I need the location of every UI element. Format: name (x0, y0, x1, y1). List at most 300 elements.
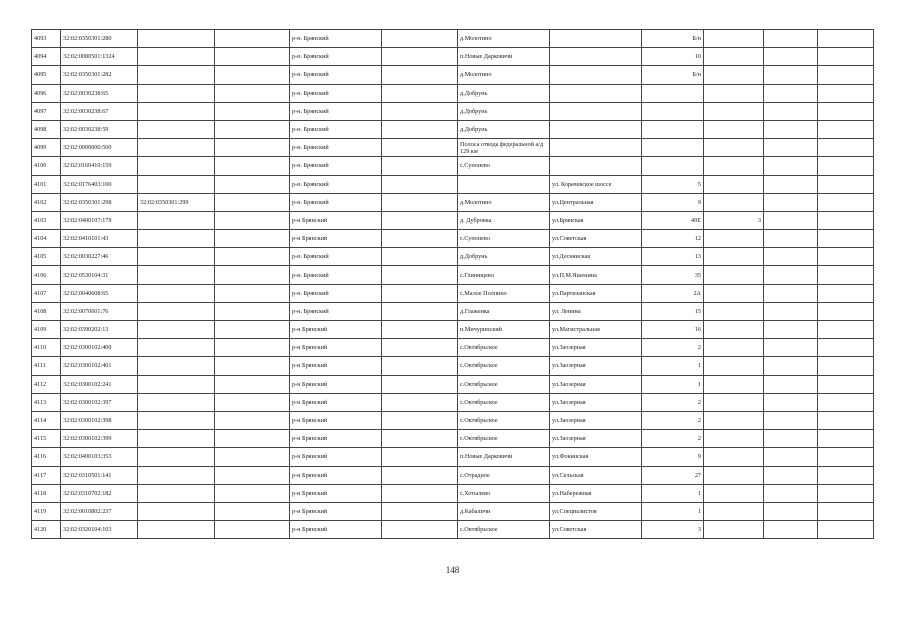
district-cell: р-н. Брянский (290, 266, 382, 284)
related-cadastral-number-cell (138, 393, 215, 411)
empty-cell (818, 484, 874, 502)
district-cell: р-н. Брянский (290, 302, 382, 320)
related-cadastral-number-cell (138, 484, 215, 502)
district-cell: р-н. Брянский (290, 102, 382, 120)
street-cell (550, 120, 642, 138)
settlement-cell: с.Октябрьское (458, 430, 550, 448)
building-cell (704, 66, 764, 84)
table-row (32, 175, 874, 193)
row-number-cell: 4100 (32, 157, 61, 175)
building-cell (704, 139, 764, 157)
district-cell: р-н Брянский (290, 393, 382, 411)
row-number-cell: 4098 (32, 120, 61, 138)
settlement-cell: д.Глаженка (458, 302, 550, 320)
empty-cell (818, 321, 874, 339)
empty-cell (818, 430, 874, 448)
district-cell: р-н Брянский (290, 230, 382, 248)
building-cell (704, 375, 764, 393)
settlement-cell: с.Хотылево (458, 484, 550, 502)
district-cell: р-н. Брянский (290, 84, 382, 102)
house-number-cell: 1 (642, 484, 704, 502)
settlement-cell: д.Молотино (458, 66, 550, 84)
table-row (32, 484, 874, 502)
cadastral-number-cell: 32:02:0530104:31 (61, 266, 138, 284)
house-number-cell: 16 (642, 321, 704, 339)
building-cell (704, 157, 764, 175)
empty-cell (215, 266, 290, 284)
cadastral-number-cell: 32:02:0320104:103 (61, 521, 138, 539)
empty-cell (215, 357, 290, 375)
district-cell: р-н. Брянский (290, 193, 382, 211)
empty-cell (764, 30, 818, 48)
related-cadastral-number-cell (138, 411, 215, 429)
building-cell (704, 84, 764, 102)
settlement-cell: д. Дубровка (458, 211, 550, 229)
street-cell: ул.П.М.Яшенина (550, 266, 642, 284)
empty-cell (818, 266, 874, 284)
building-cell (704, 102, 764, 120)
building-cell (704, 120, 764, 138)
settlement-cell: с.Супонево (458, 157, 550, 175)
building-cell (704, 175, 764, 193)
empty-cell (215, 66, 290, 84)
table-row (32, 66, 874, 84)
settlement-cell: д.Молотино (458, 193, 550, 211)
related-cadastral-number-cell (138, 448, 215, 466)
cadastral-number-cell: 32:02:0310501:141 (61, 466, 138, 484)
table-row (32, 193, 874, 211)
row-number-cell: 4101 (32, 175, 61, 193)
street-cell: ул.Заозерная (550, 411, 642, 429)
street-cell: ул.Заозерная (550, 357, 642, 375)
house-number-cell: 9 (642, 193, 704, 211)
row-number-cell: 4106 (32, 266, 61, 284)
empty-cell (818, 393, 874, 411)
empty-cell (764, 411, 818, 429)
empty-cell (818, 139, 874, 157)
building-cell (704, 411, 764, 429)
house-number-cell: 2 (642, 339, 704, 357)
cadastral-number-cell: 32:02:0030238:59 (61, 120, 138, 138)
house-number-cell: 15 (642, 302, 704, 320)
cadastral-number-cell: 32:02:0300102:400 (61, 339, 138, 357)
table-row (32, 302, 874, 320)
empty-cell (818, 193, 874, 211)
table-row (32, 357, 874, 375)
empty-cell (764, 66, 818, 84)
row-number-cell: 4096 (32, 84, 61, 102)
district-cell: р-н Брянский (290, 211, 382, 229)
empty-cell (382, 48, 458, 66)
row-number-cell: 4093 (32, 30, 61, 48)
empty-cell (382, 448, 458, 466)
settlement-cell: с.Октябрьское (458, 357, 550, 375)
empty-cell (382, 66, 458, 84)
row-number-cell: 4117 (32, 466, 61, 484)
empty-cell (382, 248, 458, 266)
empty-cell (818, 521, 874, 539)
empty-cell (818, 230, 874, 248)
empty-cell (215, 175, 290, 193)
empty-cell (382, 302, 458, 320)
related-cadastral-number-cell (138, 375, 215, 393)
settlement-cell: с.Октябрьское (458, 393, 550, 411)
related-cadastral-number-cell (138, 84, 215, 102)
row-number-cell: 4094 (32, 48, 61, 66)
cadastral-number-cell: 32:02:0080501:1324 (61, 48, 138, 66)
related-cadastral-number-cell (138, 339, 215, 357)
row-number-cell: 4103 (32, 211, 61, 229)
empty-cell (764, 484, 818, 502)
related-cadastral-number-cell (138, 466, 215, 484)
empty-cell (818, 157, 874, 175)
row-number-cell: 4120 (32, 521, 61, 539)
empty-cell (382, 466, 458, 484)
empty-cell (818, 120, 874, 138)
house-number-cell (642, 102, 704, 120)
table-row (32, 211, 874, 229)
empty-cell (215, 230, 290, 248)
street-cell: ул.Деснянская (550, 248, 642, 266)
table-row (32, 139, 874, 157)
table-row (32, 321, 874, 339)
building-cell (704, 302, 764, 320)
settlement-cell: с.Отрадное (458, 466, 550, 484)
empty-cell (215, 48, 290, 66)
related-cadastral-number-cell (138, 230, 215, 248)
related-cadastral-number-cell (138, 502, 215, 520)
related-cadastral-number-cell (138, 266, 215, 284)
house-number-cell: Б/н (642, 66, 704, 84)
cadastral-number-cell: 32:02:0030238:67 (61, 102, 138, 120)
related-cadastral-number-cell (138, 30, 215, 48)
building-cell (704, 357, 764, 375)
house-number-cell (642, 84, 704, 102)
empty-cell (215, 157, 290, 175)
empty-cell (215, 30, 290, 48)
empty-cell (382, 30, 458, 48)
street-cell (550, 84, 642, 102)
cadastral-number-cell: 32:02:0410101:43 (61, 230, 138, 248)
row-number-cell: 4114 (32, 411, 61, 429)
settlement-cell: п.Новые Дарковичи (458, 448, 550, 466)
empty-cell (382, 230, 458, 248)
district-cell: р-н. Брянский (290, 120, 382, 138)
cadastral-number-cell: 32:02:0300102:401 (61, 357, 138, 375)
empty-cell (764, 357, 818, 375)
settlement-cell: д.Добрунь (458, 120, 550, 138)
cadastral-number-cell: 32:02:0350301:280 (61, 30, 138, 48)
building-cell (704, 430, 764, 448)
empty-cell (764, 284, 818, 302)
row-number-cell: 4107 (32, 284, 61, 302)
empty-cell (764, 448, 818, 466)
empty-cell (215, 484, 290, 502)
empty-cell (215, 466, 290, 484)
table-row (32, 430, 874, 448)
empty-cell (764, 266, 818, 284)
empty-cell (818, 284, 874, 302)
building-cell (704, 48, 764, 66)
house-number-cell: 5 (642, 175, 704, 193)
table-row (32, 466, 874, 484)
empty-cell (215, 120, 290, 138)
empty-cell (382, 357, 458, 375)
cadastral-number-cell: 32:02:0300102:397 (61, 393, 138, 411)
empty-cell (382, 321, 458, 339)
settlement-cell: с.Глинищево (458, 266, 550, 284)
street-cell: ул.Заозерная (550, 393, 642, 411)
house-number-cell (642, 157, 704, 175)
empty-cell (382, 284, 458, 302)
empty-cell (215, 502, 290, 520)
cadastral-number-cell: 32:02:0176403:100 (61, 175, 138, 193)
row-number-cell: 4115 (32, 430, 61, 448)
table-row (32, 120, 874, 138)
empty-cell (215, 84, 290, 102)
building-cell (704, 393, 764, 411)
settlement-cell: д.Добрунь (458, 84, 550, 102)
district-cell: р-н Брянский (290, 448, 382, 466)
house-number-cell: 13 (642, 248, 704, 266)
table-row (32, 48, 874, 66)
building-cell (704, 448, 764, 466)
cadastral-number-cell: 32:02:0160410:159 (61, 157, 138, 175)
table-row (32, 502, 874, 520)
house-number-cell: 1 (642, 502, 704, 520)
cadastral-number-cell: 32:02:0350301:298 (61, 193, 138, 211)
row-number-cell: 4111 (32, 357, 61, 375)
street-cell: ул.Центральная (550, 193, 642, 211)
empty-cell (818, 102, 874, 120)
district-cell: р-н. Брянский (290, 30, 382, 48)
district-cell: р-н Брянский (290, 375, 382, 393)
table-row (32, 339, 874, 357)
street-cell (550, 30, 642, 48)
table-row (32, 157, 874, 175)
empty-cell (764, 157, 818, 175)
cadastral-number-cell: 32:02:0400103:353 (61, 448, 138, 466)
cadastral-number-cell: 32:02:0000000:500 (61, 139, 138, 157)
empty-cell (764, 175, 818, 193)
street-cell (550, 102, 642, 120)
settlement-cell: с.Супонево (458, 230, 550, 248)
table-row (32, 102, 874, 120)
empty-cell (382, 102, 458, 120)
row-number-cell: 4113 (32, 393, 61, 411)
related-cadastral-number-cell (138, 139, 215, 157)
related-cadastral-number-cell (138, 284, 215, 302)
street-cell: ул.Партизанская (550, 284, 642, 302)
empty-cell (382, 211, 458, 229)
cadastral-number-cell: 32:02:0070601:76 (61, 302, 138, 320)
settlement-cell: с.Октябрьское (458, 411, 550, 429)
related-cadastral-number-cell (138, 48, 215, 66)
row-number-cell: 4116 (32, 448, 61, 466)
cadastral-number-cell: 32:02:0040608:65 (61, 284, 138, 302)
building-cell (704, 521, 764, 539)
street-cell: ул.Советская (550, 230, 642, 248)
district-cell: р-н. Брянский (290, 48, 382, 66)
district-cell: р-н Брянский (290, 502, 382, 520)
empty-cell (764, 248, 818, 266)
table-row (32, 230, 874, 248)
street-cell (550, 157, 642, 175)
table-row (32, 375, 874, 393)
district-cell: р-н. Брянский (290, 284, 382, 302)
empty-cell (764, 211, 818, 229)
empty-cell (764, 102, 818, 120)
street-cell: ул.Заозерная (550, 375, 642, 393)
empty-cell (818, 375, 874, 393)
empty-cell (764, 230, 818, 248)
empty-cell (215, 248, 290, 266)
row-number-cell: 4099 (32, 139, 61, 157)
row-number-cell: 4097 (32, 102, 61, 120)
related-cadastral-number-cell (138, 357, 215, 375)
street-cell: ул.Фокинская (550, 448, 642, 466)
empty-cell (382, 175, 458, 193)
street-cell: ул. Ленина (550, 302, 642, 320)
building-cell (704, 339, 764, 357)
district-cell: р-н. Брянский (290, 139, 382, 157)
empty-cell (818, 411, 874, 429)
empty-cell (764, 48, 818, 66)
row-number-cell: 4095 (32, 66, 61, 84)
street-cell: ул.Брянская (550, 211, 642, 229)
empty-cell (818, 448, 874, 466)
empty-cell (215, 211, 290, 229)
empty-cell (382, 157, 458, 175)
settlement-cell: д.Молотино (458, 30, 550, 48)
empty-cell (764, 502, 818, 520)
empty-cell (215, 321, 290, 339)
building-cell (704, 502, 764, 520)
empty-cell (764, 339, 818, 357)
house-number-cell: 1 (642, 357, 704, 375)
row-number-cell: 4112 (32, 375, 61, 393)
empty-cell (764, 302, 818, 320)
cadastral-number-cell: 32:02:0350301:282 (61, 66, 138, 84)
empty-cell (818, 175, 874, 193)
empty-cell (215, 375, 290, 393)
related-cadastral-number-cell (138, 302, 215, 320)
empty-cell (215, 448, 290, 466)
house-number-cell: 3 (642, 521, 704, 539)
empty-cell (382, 484, 458, 502)
empty-cell (818, 466, 874, 484)
empty-cell (382, 411, 458, 429)
empty-cell (818, 84, 874, 102)
cadastral-number-cell: 32:02:0030238:65 (61, 84, 138, 102)
street-cell: ул.Заозерная (550, 430, 642, 448)
settlement-cell: с.Октябрьское (458, 375, 550, 393)
settlement-cell: д.Добрунь (458, 102, 550, 120)
house-number-cell: 35 (642, 266, 704, 284)
cadastral-number-cell: 32:02:0010802:237 (61, 502, 138, 520)
building-cell (704, 266, 764, 284)
settlement-cell (458, 175, 550, 193)
district-cell: р-н Брянский (290, 321, 382, 339)
empty-cell (382, 521, 458, 539)
row-number-cell: 4109 (32, 321, 61, 339)
table-row (32, 84, 874, 102)
related-cadastral-number-cell (138, 321, 215, 339)
empty-cell (818, 302, 874, 320)
house-number-cell (642, 139, 704, 157)
building-cell (704, 230, 764, 248)
empty-cell (764, 466, 818, 484)
table-row (32, 521, 874, 539)
settlement-cell: д.Кабаличи (458, 502, 550, 520)
empty-cell (215, 284, 290, 302)
empty-cell (818, 48, 874, 66)
row-number-cell: 4104 (32, 230, 61, 248)
row-number-cell: 4108 (32, 302, 61, 320)
empty-cell (818, 30, 874, 48)
street-cell (550, 48, 642, 66)
house-number-cell: 27 (642, 466, 704, 484)
settlement-cell: п.Мичуринский (458, 321, 550, 339)
related-cadastral-number-cell: 32:02:0350301:299 (138, 193, 215, 211)
district-cell: р-н. Брянский (290, 66, 382, 84)
building-cell (704, 484, 764, 502)
empty-cell (215, 102, 290, 120)
table-row (32, 411, 874, 429)
table-row (32, 30, 874, 48)
building-cell (704, 193, 764, 211)
related-cadastral-number-cell (138, 430, 215, 448)
settlement-cell: с.Октябрьское (458, 339, 550, 357)
empty-cell (215, 411, 290, 429)
empty-cell (215, 393, 290, 411)
house-number-cell: 1 (642, 375, 704, 393)
empty-cell (382, 339, 458, 357)
cadastral-number-cell: 32:02:0400107:179 (61, 211, 138, 229)
cadastral-number-cell: 32:02:0300102:241 (61, 375, 138, 393)
street-cell: ул.Советская (550, 521, 642, 539)
related-cadastral-number-cell (138, 521, 215, 539)
district-cell: р-н Брянский (290, 339, 382, 357)
settlement-cell: с.Октябрьское (458, 521, 550, 539)
house-number-cell: Б/н (642, 30, 704, 48)
district-cell: р-н Брянский (290, 484, 382, 502)
table-row (32, 393, 874, 411)
empty-cell (764, 393, 818, 411)
related-cadastral-number-cell (138, 211, 215, 229)
empty-cell (382, 139, 458, 157)
street-cell: ул.Сельская (550, 466, 642, 484)
related-cadastral-number-cell (138, 102, 215, 120)
settlement-cell: Полоса отвода федеральной а/д 129 км (458, 139, 550, 157)
district-cell: р-н. Брянский (290, 175, 382, 193)
empty-cell (382, 266, 458, 284)
related-cadastral-number-cell (138, 66, 215, 84)
cadastral-number-cell: 32:02:0390202:13 (61, 321, 138, 339)
building-cell (704, 248, 764, 266)
house-number-cell: 9 (642, 448, 704, 466)
empty-cell (382, 375, 458, 393)
table-row (32, 448, 874, 466)
cadastral-number-cell: 32:02:0310702:182 (61, 484, 138, 502)
district-cell: р-н Брянский (290, 466, 382, 484)
empty-cell (215, 193, 290, 211)
empty-cell (764, 120, 818, 138)
empty-cell (764, 521, 818, 539)
table-row (32, 266, 874, 284)
table-row (32, 248, 874, 266)
empty-cell (818, 339, 874, 357)
